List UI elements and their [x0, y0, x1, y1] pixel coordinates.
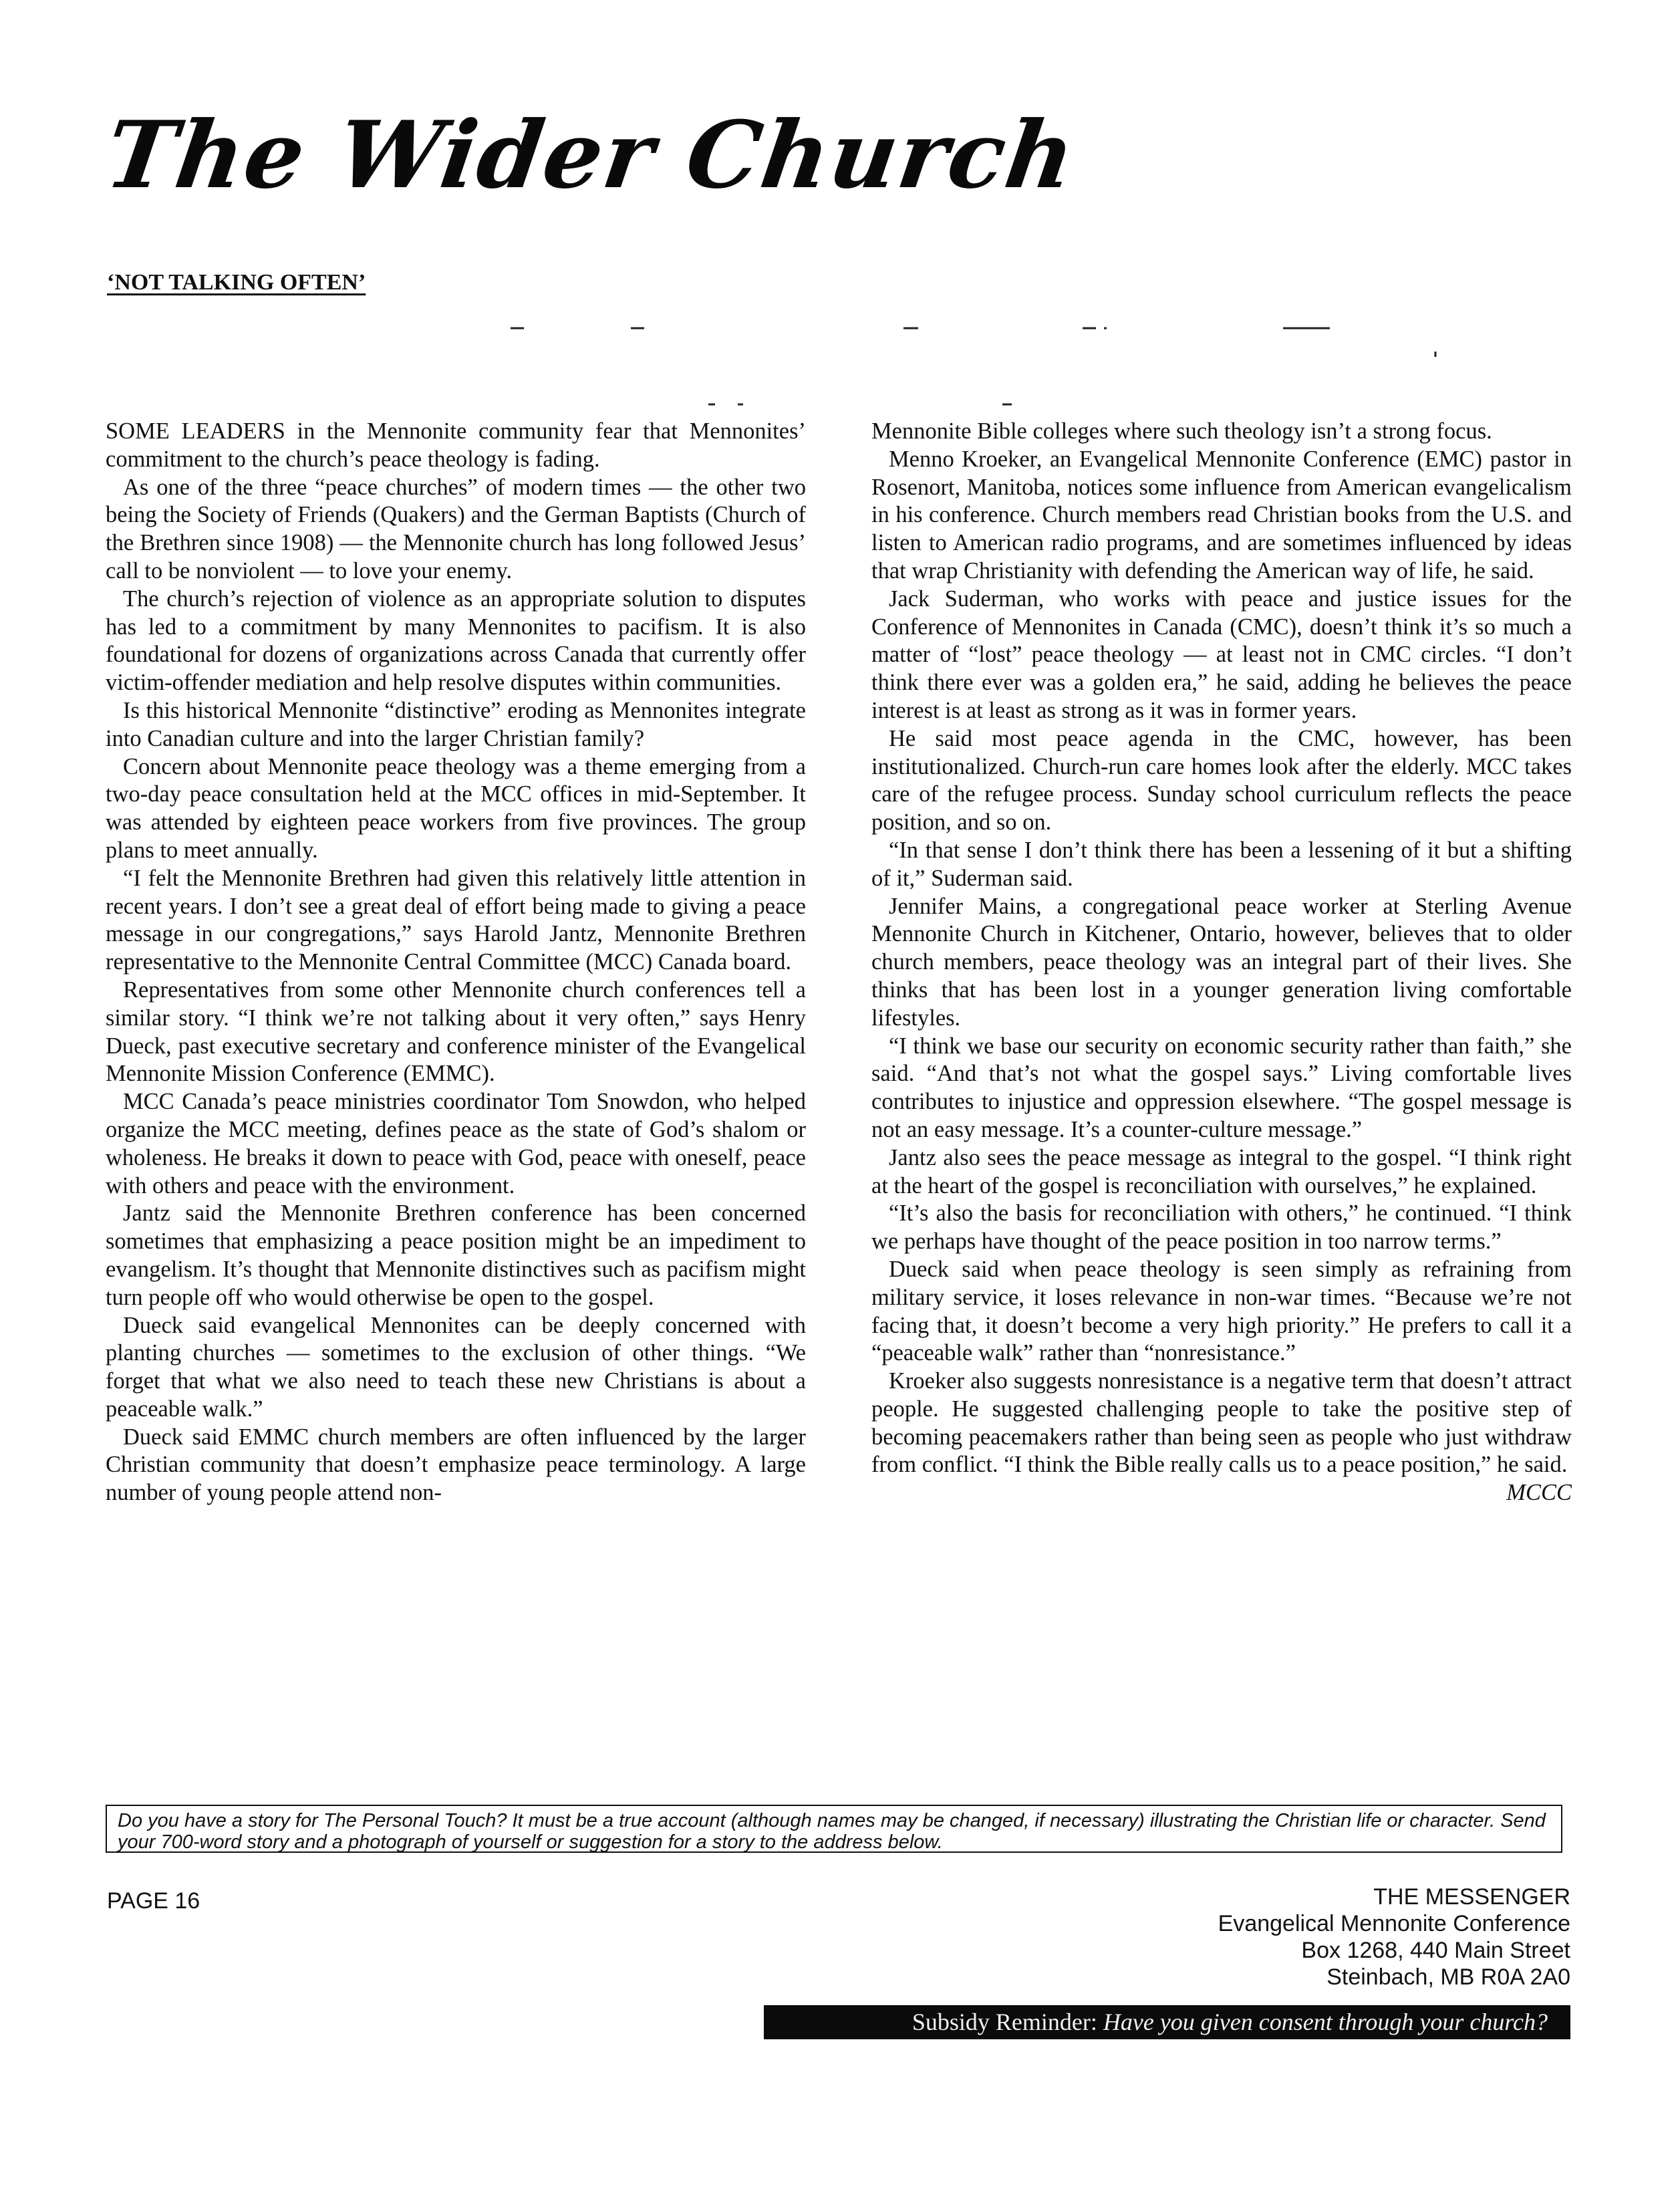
masthead-title: The Wider Church — [99, 100, 1083, 209]
paragraph: SOME LEADERS in the Mennonite community fear that Mennonites’ commitment to the church’s peace theology is fading. — [106, 418, 806, 472]
paragraph: Jack Suderman, who works with peace and justice issues for the Conference of Mennonites in Canada (CMC), doesn’t think it’s so much a matter of “lost” peace theology — at least not in CMC circles. “I don’t think there ever was a golden era,” he said, adding he believes the peace interest is at least as strong as it was in former years. — [871, 586, 1572, 723]
article-kicker: ‘NOT TALKING OFTEN’ — [107, 270, 366, 295]
paragraph: Jantz also sees the peace message as integral to the gospel. “I think right at the heart of the gospel is reconciliation with ourselves,” he explained. — [871, 1144, 1572, 1198]
paragraph: Dueck said EMMC church members are often influenced by the larger Christian community that doesn’t emphasize peace terminology. A large number of young people attend non- — [106, 1424, 806, 1506]
publisher-address — [1218, 1884, 1570, 1990]
personal-touch-notice: Do you have a story for The Personal Touch? It must be a true account (although names may be changed, if necessary) illustrating the Christian life or character. Send your 700-word story and a photograph of yourself or suggestion for a story to the address below. — [106, 1805, 1562, 1853]
article-column-right — [871, 418, 1572, 1507]
paragraph: Jantz said the Mennonite Brethren conference has been concerned sometimes that emphasizing a peace position might be an impediment to evangelism. It’s thought that Mennonite distinctives such as pacifism might turn people off who would otherwise be open to the gospel. — [106, 1200, 806, 1310]
subsidy-reminder-banner — [764, 2005, 1570, 2039]
paragraph: “I think we base our security on economic security rather than faith,” she said. “And that’s not what the gospel says.” Living comfortable lives contributes to injustice and oppression elsewhere. “The gospel message is not an easy message. It’s a counter-culture message.” — [871, 1033, 1572, 1142]
paragraph: He said most peace agenda in the CMC, however, has been institutionalized. Church-run care homes look after the elderly. MCC takes care of the refugee process. Sunday school curriculum reflects the peace position, and so on. — [871, 725, 1572, 835]
page-number: PAGE 16 — [107, 1888, 200, 1914]
paragraph: MCC Canada’s peace ministries coordinator Tom Snowdon, who helped organize the MCC meeting, defines peace as the state of God’s shalom or wholeness. He breaks it down to peace with God, peace with oneself, peace with others and peace with the environment. — [106, 1089, 806, 1198]
address-line: Box 1268, 440 Main Street — [1301, 1938, 1570, 1963]
reminder-label: Subsidy Reminder: — [912, 2009, 1097, 2035]
paragraph: As one of the three “peace churches” of modern times — the other two being the Society of Friends (Quakers) and the German Baptists (Church of the Brethren since 1908) — the Mennonite church has long followed Jesus’ call to be nonviolent — to love your enemy. — [106, 474, 806, 584]
paragraph: “I felt the Mennonite Brethren had given this relatively little attention in recent years. I don’t see a great deal of effort being made to giving a peace message in our congregations,” says Harold Jantz, Mennonite Brethren representative to the Mennonite Central Committee (MCC) Canada board. — [106, 865, 806, 975]
article-source-credit: MCCC — [1506, 1480, 1572, 1506]
paragraph: Menno Kroeker, an Evangelical Mennonite Conference (EMC) pastor in Rosenort, Manitoba, notices some influence from American evangelicalism in his conference. Church members read Christian books from the U.S. and listen to American radio programs, and are sometimes influenced by ideas that wrap Christianity with defending the American way of life, he said. — [871, 446, 1572, 584]
paragraph: Jennifer Mains, a congregational peace worker at Sterling Avenue Mennonite Church in Kitchener, Ontario, however, believes that to older church members, peace theology was an integral part of their lives. She thinks that has been lost in a younger generation living comfortable lifestyles. — [871, 893, 1572, 1031]
address-line: THE MESSENGER — [1373, 1884, 1570, 1910]
paragraph: “In that sense I don’t think there has been a lessening of it but a shifting of it,” Suderman said. — [871, 837, 1572, 891]
paragraph: Mennonite Bible colleges where such theology isn’t a strong focus. — [871, 418, 1492, 444]
address-line: Steinbach, MB R0A 2A0 — [1326, 1964, 1570, 1990]
paragraph: Concern about Mennonite peace theology was a theme emerging from a two-day peace consultation held at the MCC offices in mid-September. It was attended by eighteen peace workers from five provinces. The group plans to meet annually. — [106, 753, 806, 863]
reminder-question: Have you given consent through your church? — [1103, 2009, 1548, 2035]
paragraph: Dueck said when peace theology is seen simply as refraining from military service, it loses relevance in non-war times. “Because we’re not facing that, it doesn’t become a very high priority.” He prefers to call it a “peaceable walk” rather than “nonresistance.” — [871, 1256, 1572, 1366]
paragraph: Kroeker also suggests nonresistance is a negative term that doesn’t attract people. He suggested challenging people to take the positive step of becoming peacemakers rather than being seen as people who just withdraw from conflict. “I think the Bible really calls us to a peace position,” he said. — [871, 1368, 1572, 1478]
paragraph: “It’s also the basis for reconciliation with others,” he continued. “I think we perhaps have thought of the peace position in too narrow terms.” — [871, 1200, 1572, 1255]
paragraph: Representatives from some other Mennonite church conferences tell a similar story. “I think we’re not talking about it very often,” says Henry Dueck, past executive secretary and conference minister of the Evangelical Mennonite Mission Conference (EMMC). — [106, 977, 806, 1087]
paragraph: The church’s rejection of violence as an appropriate solution to disputes has led to a commitment by many Mennonites to pacifism. It is also foundational for dozens of organizations across Canada that currently offer victim-offender mediation and help resolve disputes within communities. — [106, 586, 806, 696]
paragraph: Dueck said evangelical Mennonites can be deeply concerned with planting churches — sometimes to the exclusion of other things. “We forget that what we also need to teach these new Christians is about a peaceable walk.” — [106, 1312, 806, 1422]
paragraph: Is this historical Mennonite “distinctive” eroding as Mennonites integrate into Canadian culture and into the larger Christian family? — [106, 697, 806, 751]
address-line: Evangelical Mennonite Conference — [1218, 1911, 1570, 1936]
article-column-left — [106, 418, 806, 1507]
